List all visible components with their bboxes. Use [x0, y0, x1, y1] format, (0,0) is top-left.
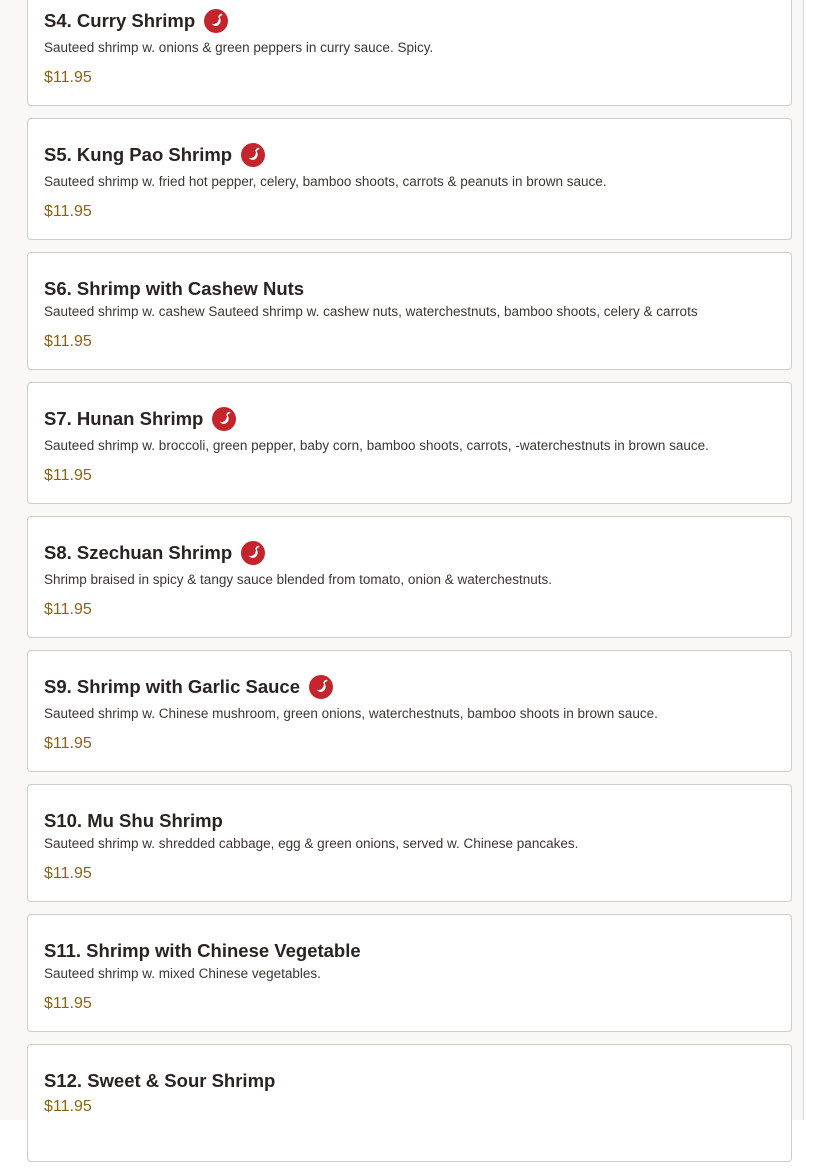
menu-item-description: Sauteed shrimp w. mixed Chinese vegetables.	[44, 966, 321, 981]
menu-item-name: S7. Hunan Shrimp	[44, 408, 204, 429]
menu-item-name: S11. Shrimp with Chinese Vegetable	[44, 940, 361, 961]
menu-item-card[interactable]	[27, 914, 792, 1032]
menu-item-title-row	[44, 11, 228, 31]
menu-item-title-row	[44, 145, 265, 165]
menu-item-name: S6. Shrimp with Cashew Nuts	[44, 278, 305, 299]
menu-item-price: $11.95	[44, 333, 92, 350]
menu-item-list	[27, 0, 792, 1174]
menu-item-description: Shrimp braised in spicy & tangy sauce blended from tomato, onion & waterchestnuts.	[44, 572, 553, 587]
menu-item-name: S5. Kung Pao Shrimp	[44, 144, 233, 165]
menu-item-description: Sauteed shrimp w. shredded cabbage, egg & green onions, served w. Chinese pancakes.	[44, 836, 579, 851]
menu-item-card[interactable]	[27, 382, 792, 504]
menu-item-name: S4. Curry Shrimp	[44, 10, 196, 31]
menu-item-card[interactable]	[27, 0, 792, 106]
menu-item-card[interactable]	[27, 1044, 792, 1162]
menu-item-title-row	[44, 279, 304, 299]
menu-item-description: Sauteed shrimp w. cashew Sauteed shrimp w. cashew nuts, waterchestnuts, bamboo shoots, celery & carrots	[44, 304, 698, 319]
menu-item-description: Sauteed shrimp w. onions & green peppers in curry sauce. Spicy.	[44, 40, 434, 55]
menu-item-price: $11.95	[44, 467, 92, 484]
menu-item-price: $11.95	[44, 995, 92, 1012]
menu-item-title-row	[44, 409, 236, 429]
menu-item-card[interactable]	[27, 252, 792, 370]
menu-item-title-row	[44, 811, 223, 831]
menu-item-card[interactable]	[27, 516, 792, 638]
chili-pepper-icon	[241, 541, 265, 565]
menu-item-card[interactable]	[27, 650, 792, 772]
menu-item-description: Sauteed shrimp w. Chinese mushroom, green onions, waterchestnuts, bamboo shoots in brown sauce.	[44, 706, 658, 721]
menu-item-title-row	[44, 1071, 275, 1091]
menu-item-description: Sauteed shrimp w. fried hot pepper, celery, bamboo shoots, carrots & peanuts in brown sauce.	[44, 174, 607, 189]
chili-pepper-icon	[212, 407, 236, 431]
menu-item-price: $11.95	[44, 203, 92, 220]
menu-item-name: S10. Mu Shu Shrimp	[44, 810, 223, 831]
menu-item-price: $11.95	[44, 865, 92, 882]
chili-pepper-icon	[204, 9, 228, 33]
menu-item-price: $11.95	[44, 69, 92, 86]
menu-item-description: Sauteed shrimp w. broccoli, green pepper, baby corn, bamboo shoots, carrots, -waterchestnuts in brown sauce.	[44, 438, 709, 453]
menu-item-card[interactable]	[27, 784, 792, 902]
menu-item-price: $11.95	[44, 601, 92, 618]
chili-pepper-icon	[241, 143, 265, 167]
menu-item-title-row	[44, 941, 361, 961]
menu-item-title-row	[44, 543, 265, 563]
menu-item-price: $11.95	[44, 1098, 92, 1115]
menu-item-card[interactable]	[27, 118, 792, 240]
menu-item-title-row	[44, 677, 333, 697]
menu-item-price: $11.95	[44, 735, 92, 752]
menu-item-name: S12. Sweet & Sour Shrimp	[44, 1070, 276, 1091]
menu-item-name: S8. Szechuan Shrimp	[44, 542, 233, 563]
menu-item-name: S9. Shrimp with Garlic Sauce	[44, 676, 301, 697]
chili-pepper-icon	[309, 675, 333, 699]
